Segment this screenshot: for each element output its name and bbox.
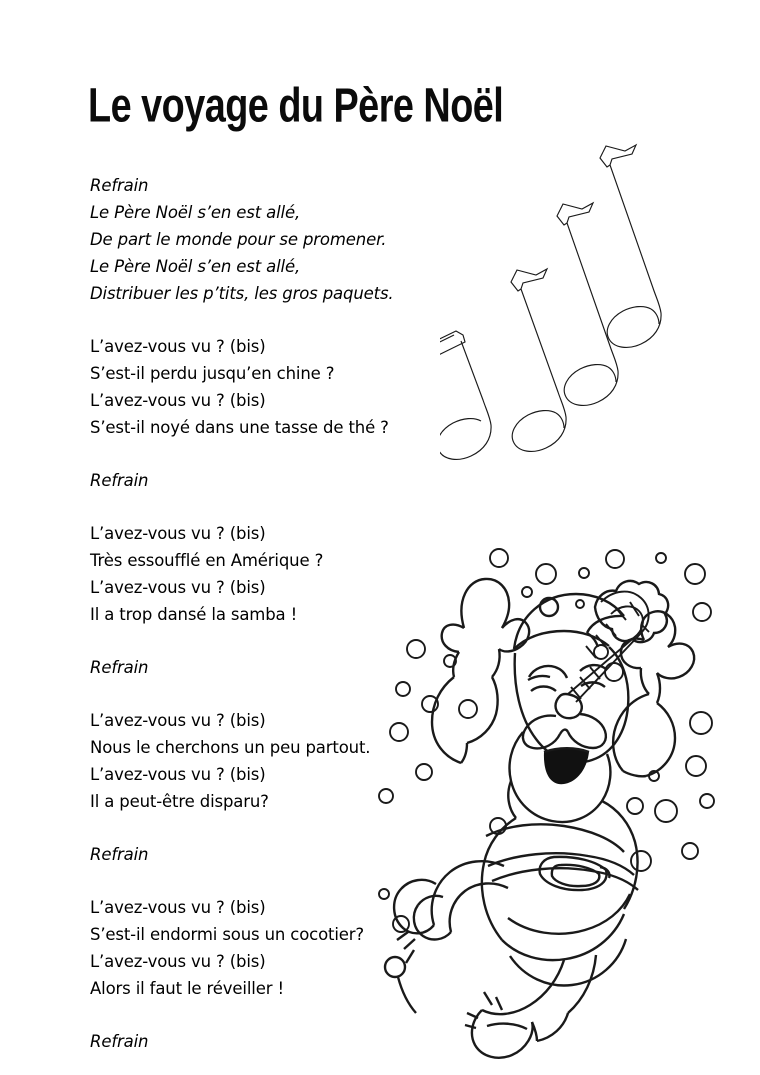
santa-right-sleeve bbox=[613, 694, 649, 771]
lyrics-line: Nous le cherchons un peu partout. bbox=[90, 738, 371, 757]
eighth-note-icon bbox=[600, 145, 661, 347]
lyrics-block-refrain-cue bbox=[90, 654, 450, 681]
lyrics-line: L’avez-vous vu ? (bis) bbox=[90, 578, 266, 597]
santa-left-arm-inner bbox=[461, 743, 467, 763]
lyrics-line: L’avez-vous vu ? (bis) bbox=[90, 524, 266, 543]
lyrics-line: Très essoufflé en Amérique ? bbox=[90, 551, 324, 570]
page-title: Le voyage du Père Noël bbox=[88, 79, 504, 133]
lyrics-line: Il a trop dansé la samba ! bbox=[90, 605, 298, 624]
lyrics-block-refrain-cue bbox=[90, 841, 450, 868]
lyrics-line: Refrain bbox=[90, 658, 149, 677]
lyrics-line: L’avez-vous vu ? (bis) bbox=[90, 765, 266, 784]
santa-coat bbox=[482, 801, 638, 985]
candy-cane-icon bbox=[568, 592, 649, 702]
lyrics-line: Refrain bbox=[90, 176, 149, 195]
lyrics-line: Distribuer les p’tits, les gros paquets. bbox=[90, 284, 394, 303]
lyrics-line: S’est-il perdu jusqu’en chine ? bbox=[90, 364, 335, 383]
lyrics-block-refrain bbox=[90, 172, 450, 307]
lyrics-line: Le Père Noël s’en est allé, bbox=[90, 203, 301, 222]
santa-hat bbox=[514, 581, 668, 649]
santa-face bbox=[508, 647, 628, 822]
lyrics-line: S’est-il endormi sous un cocotier? bbox=[90, 925, 365, 944]
music-notes-illustration bbox=[440, 128, 690, 468]
santa-right-cuff bbox=[646, 703, 675, 776]
lyrics-line: De part le monde pour se promener. bbox=[90, 230, 387, 249]
santa-left-cuff bbox=[467, 677, 498, 743]
lyrics-line: L’avez-vous vu ? (bis) bbox=[90, 711, 266, 730]
lyrics-line: Alors il faut le réveiller ! bbox=[90, 979, 284, 998]
eighth-note-icon bbox=[511, 269, 566, 451]
lyrics-line: Refrain bbox=[90, 845, 149, 864]
lyrics-block-verse bbox=[90, 520, 450, 628]
lyrics-block-refrain-cue bbox=[90, 467, 450, 494]
lyrics-container bbox=[90, 172, 450, 1055]
lyrics-block-verse bbox=[90, 894, 450, 1002]
santa-right-mitten bbox=[621, 611, 694, 703]
santa-right-arm-inner bbox=[623, 771, 646, 776]
lyrics-line: L’avez-vous vu ? (bis) bbox=[90, 391, 266, 410]
lyrics-line: Refrain bbox=[90, 1032, 149, 1051]
lyrics-line: Le Père Noël s’en est allé, bbox=[90, 257, 301, 276]
lyrics-line: L’avez-vous vu ? (bis) bbox=[90, 898, 266, 917]
lyrics-block-refrain-cue bbox=[90, 1028, 450, 1055]
lyrics-line: Refrain bbox=[90, 471, 149, 490]
lyrics-block-verse bbox=[90, 333, 450, 441]
lyrics-line: L’avez-vous vu ? (bis) bbox=[90, 952, 266, 971]
eighth-note-icon bbox=[557, 203, 618, 405]
lyrics-line: Il a peut-être disparu? bbox=[90, 792, 269, 811]
lyrics-line: S’est-il noyé dans une tasse de thé ? bbox=[90, 418, 389, 437]
lyrics-line: L’avez-vous vu ? (bis) bbox=[90, 337, 266, 356]
santa-left-mitten bbox=[442, 579, 529, 677]
lyrics-block-verse bbox=[90, 707, 450, 815]
